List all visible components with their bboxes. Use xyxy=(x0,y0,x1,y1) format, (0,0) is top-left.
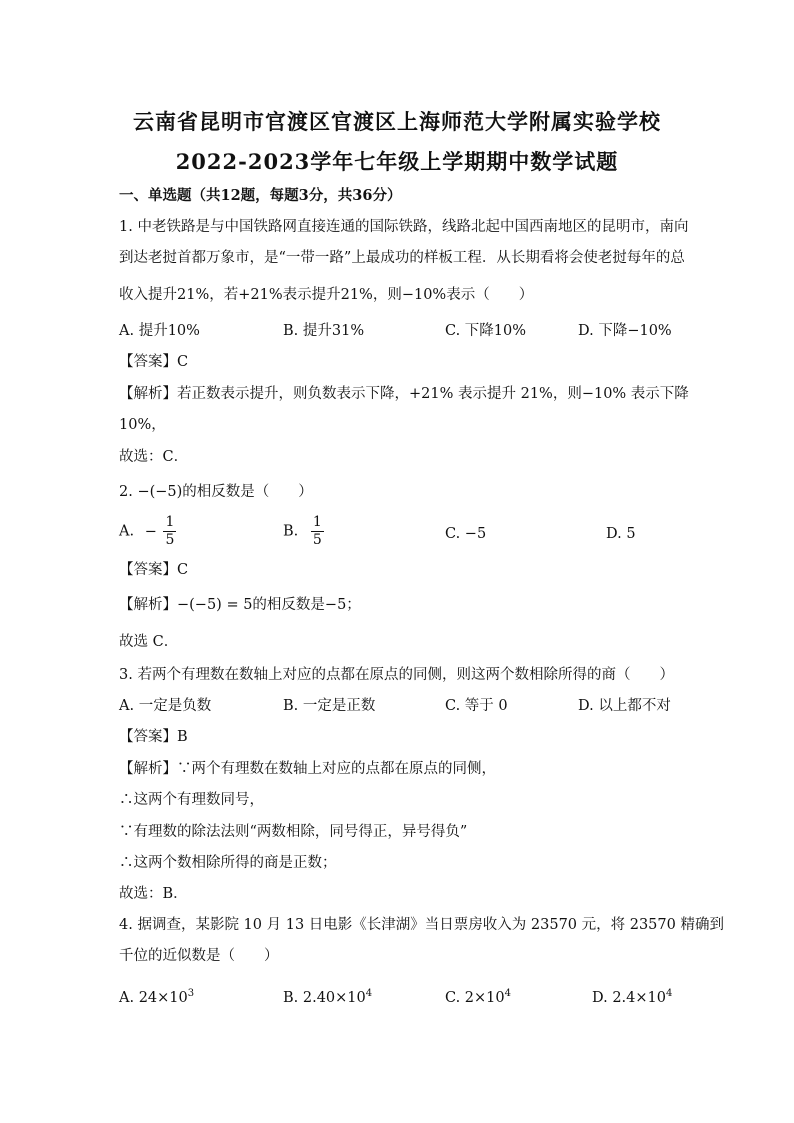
q2-analysis: 【解析】−(−5) = 5的相反数是−5； xyxy=(119,597,361,613)
q2-option-b xyxy=(283,514,324,549)
document-title-line2: 2022-2023学年七年级上学期期中数学试题 xyxy=(175,149,619,174)
q4-option-d-exponent: 4 xyxy=(666,988,673,999)
q2-option-a-sign: − xyxy=(144,523,157,540)
q3-analysis-line4: ∴这两个数相除所得的商是正数； xyxy=(119,855,337,871)
q2-option-b-denominator: 5 xyxy=(312,532,322,548)
q4-option-b-exponent: 4 xyxy=(365,988,373,999)
q4-option-d xyxy=(592,984,672,1008)
q3-stem: 3. 若两个有理数在数轴上对应的点都在原点的同侧，则这两个数相除所得的商（ ） xyxy=(119,667,674,683)
q4-option-b-base: B. 2.40×10 xyxy=(283,989,366,1006)
q3-option-d: D. 以上都不对 xyxy=(578,698,671,714)
q2-option-b-numerator: 1 xyxy=(312,514,322,530)
q4-stem-line2: 千位的近似数是（ ） xyxy=(119,948,279,964)
q3-analysis-line1: 【解析】∵两个有理数在数轴上对应的点都在原点的同侧， xyxy=(119,761,496,777)
q2-answer: 【答案】C xyxy=(119,562,189,578)
q1-analysis-line2: 10%， xyxy=(119,417,166,433)
q4-stem-line1: 4. 据调查，某影院 10 月 13 日电影《长津湖》当日票房收入为 23570 元，将 23570 精确到 xyxy=(119,917,724,933)
q2-choice: 故选 C． xyxy=(119,634,179,650)
q2-option-a xyxy=(119,514,176,549)
q3-analysis-line3: ∵有理数的除法法则“两数相除，同号得正，异号得负” xyxy=(119,824,468,840)
q2-stem: 2. −(−5)的相反数是（ ） xyxy=(119,484,313,500)
q4-option-a-exponent: 3 xyxy=(187,988,195,999)
q3-analysis-line2: ∴这两个有理数同号， xyxy=(119,792,264,808)
section-heading: 一、单选题（共12题，每题3分，共36分） xyxy=(119,187,402,204)
q4-option-a-base: A. 24×10 xyxy=(119,989,188,1006)
q1-stem-line1: 1. 中老铁路是与中国铁路网直接连通的国际铁路，线路北起中国西南地区的昆明市，南向 xyxy=(119,219,689,235)
q3-choice: 故选：B． xyxy=(119,886,188,902)
q2-option-d: D. 5 xyxy=(606,526,636,542)
q2-option-c: C. −5 xyxy=(445,526,487,542)
q2-option-b-label: B. xyxy=(283,523,299,540)
q3-option-c: C. 等于 0 xyxy=(445,698,508,714)
q1-stem-line2: 到达老挝首都万象市，是“一带一路”上最成功的样板工程．从长期看将会使老挝每年的总 xyxy=(119,250,685,266)
q2-option-a-numerator: 1 xyxy=(165,514,175,530)
q4-option-b xyxy=(283,984,372,1008)
q1-stem-line3: 收入提升21%，若+21%表示提升21%，则−10%表示（ ） xyxy=(119,287,534,303)
q1-option-b: B. 提升31% xyxy=(283,323,365,339)
q2-option-a-fraction xyxy=(163,514,176,549)
q2-option-b-fraction xyxy=(311,514,324,549)
q4-option-c-base: C. 2×10 xyxy=(445,989,505,1006)
q1-option-d: D. 下降−10% xyxy=(578,323,672,339)
q3-answer: 【答案】B xyxy=(119,729,188,745)
q3-option-b: B. 一定是正数 xyxy=(283,698,376,714)
document-title-line1: 云南省昆明市官渡区官渡区上海师范大学附属实验学校 xyxy=(133,109,661,134)
q4-option-c xyxy=(445,984,511,1008)
q1-choice: 故选：C． xyxy=(119,449,189,465)
q1-option-c: C. 下降10% xyxy=(445,323,527,339)
q2-option-a-label: A. xyxy=(119,523,135,540)
q2-option-a-denominator: 5 xyxy=(165,532,175,548)
q1-analysis-line1: 【解析】若正数表示提升，则负数表示下降，+21% 表示提升 21%，则−10% 表示下降 xyxy=(119,386,689,402)
q4-option-a xyxy=(119,984,194,1008)
q3-option-a: A. 一定是负数 xyxy=(119,698,212,714)
q4-option-d-base: D. 2.4×10 xyxy=(592,989,666,1006)
q1-option-a: A. 提升10% xyxy=(119,323,200,339)
q1-answer: 【答案】C xyxy=(119,354,189,370)
q4-option-c-exponent: 4 xyxy=(504,988,511,999)
